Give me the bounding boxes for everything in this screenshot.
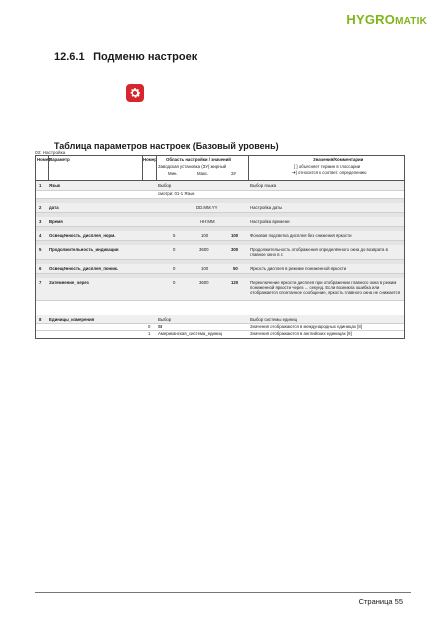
row-max: 100 xyxy=(201,233,209,238)
row-min: 0 xyxy=(173,247,176,252)
header-range: Область настройки / значений xyxy=(166,157,231,162)
option-code: 1 xyxy=(148,331,151,336)
option-comment: Значения отображаются в английских единицах [9] xyxy=(250,331,352,336)
row-num: 7 xyxy=(39,280,42,285)
row-param: Затемнение_через xyxy=(49,280,89,285)
row-num: 1 xyxy=(39,183,42,188)
row-comment: Выбор системы единиц xyxy=(250,317,298,322)
header-zu: ЗУ xyxy=(231,171,237,176)
row-num: 8 xyxy=(39,317,42,322)
row-max: DD.MM.YY xyxy=(196,205,218,210)
row-comment: Яркость дисплея в режиме пониженной яркости xyxy=(250,266,347,271)
row-min: 0 xyxy=(173,266,176,271)
header-note2: ➔] относится к соответ. определению xyxy=(292,170,367,175)
header-param: Параметр xyxy=(49,157,70,162)
row-extra: смотри: 01-1 Язык xyxy=(158,191,195,196)
row-max: 100 xyxy=(201,266,209,271)
row-comment: Переключение яркости дисплея при отображении главного окна в режим пониженной яркости через ... секунд. Если возникла ошибка или отображается спонтанное сообщение, яркость главного окна не снижается xyxy=(250,280,401,295)
row-comment: Фоновая подсветка дисплея без снижения яркости xyxy=(250,233,352,238)
header-num: Номер xyxy=(37,157,51,162)
table-header xyxy=(36,156,404,181)
row-max: HH:MM xyxy=(200,219,215,224)
header-num2: Номер xyxy=(143,157,157,162)
option-code: 0 xyxy=(148,324,151,329)
row-param: Освещённость_дисплея_пониж. xyxy=(49,266,119,271)
option-comment: Значения отображаются в международных единицах [8] xyxy=(250,324,363,329)
table-row xyxy=(36,203,404,213)
table-row-option xyxy=(36,324,404,331)
row-param: Единицы_измерения xyxy=(49,317,95,322)
table-row-option xyxy=(36,331,404,338)
row-param: Освещённость_дисплея_норм. xyxy=(49,233,116,238)
table-row xyxy=(36,217,404,227)
page-number: Страница 55 xyxy=(358,597,403,606)
row-comment: Настройка времени xyxy=(250,219,290,224)
row-param: Язык xyxy=(49,183,61,188)
section-title: Подменю настроек xyxy=(93,51,198,63)
row-zu: 100 xyxy=(231,233,239,238)
table-row xyxy=(36,264,404,274)
table-row xyxy=(36,231,404,241)
gear-icon xyxy=(128,86,142,100)
logo-main: HYGRO xyxy=(346,12,396,27)
header-meaning: Значения/Комментарии xyxy=(313,157,364,162)
row-comment: Настройка даты xyxy=(250,205,283,210)
header-note1: [ ] объясняет термин в глоссарии xyxy=(294,164,361,169)
row-num: 4 xyxy=(39,233,42,238)
logo-tail: MATIK xyxy=(395,16,427,27)
option-label: SI xyxy=(158,324,163,329)
table-row xyxy=(36,245,404,260)
row-param: дата xyxy=(49,205,59,210)
row-zu: 300 xyxy=(231,247,239,252)
row-param: Продолжительность_индикации xyxy=(49,247,119,252)
table-row xyxy=(36,315,404,324)
row-param: Время xyxy=(49,219,63,224)
option-label: Американская_система_единиц xyxy=(158,331,223,336)
row-max: 3600 xyxy=(199,280,209,285)
row-min: Выбор xyxy=(158,317,172,322)
row-max: 3600 xyxy=(199,247,209,252)
row-num: 5 xyxy=(39,247,42,252)
row-num: 3 xyxy=(39,219,42,224)
section-number: 12.6.1 xyxy=(54,51,85,63)
header-default-note: Заводская установка (ЗУ) жирный xyxy=(158,164,227,169)
header-min: Мин. xyxy=(168,171,178,176)
footer-divider xyxy=(35,592,411,593)
row-num: 2 xyxy=(39,205,42,210)
menu-path: 03: Настройка xyxy=(35,150,66,155)
row-comment: Выбор языка xyxy=(250,183,277,188)
row-zu: 50 xyxy=(233,266,238,271)
row-min: 0 xyxy=(173,280,176,285)
table-row xyxy=(36,181,404,191)
settings-gear-icon xyxy=(126,84,144,102)
parameter-table xyxy=(35,155,405,339)
table-row xyxy=(36,191,404,199)
row-comment: Продолжительность отображения определённого окна до возврата в главное окно в с xyxy=(250,247,388,257)
header-max: Макс. xyxy=(197,171,209,176)
table-row xyxy=(36,278,404,301)
section-heading xyxy=(54,51,197,63)
row-min: 5 xyxy=(173,233,176,238)
row-zu: 120 xyxy=(231,280,239,285)
row-min: Выбор xyxy=(158,183,172,188)
row-num: 6 xyxy=(39,266,42,271)
table-title: Таблица параметров настроек (Базовый уровень) xyxy=(54,141,279,151)
brand-logo xyxy=(346,12,427,27)
